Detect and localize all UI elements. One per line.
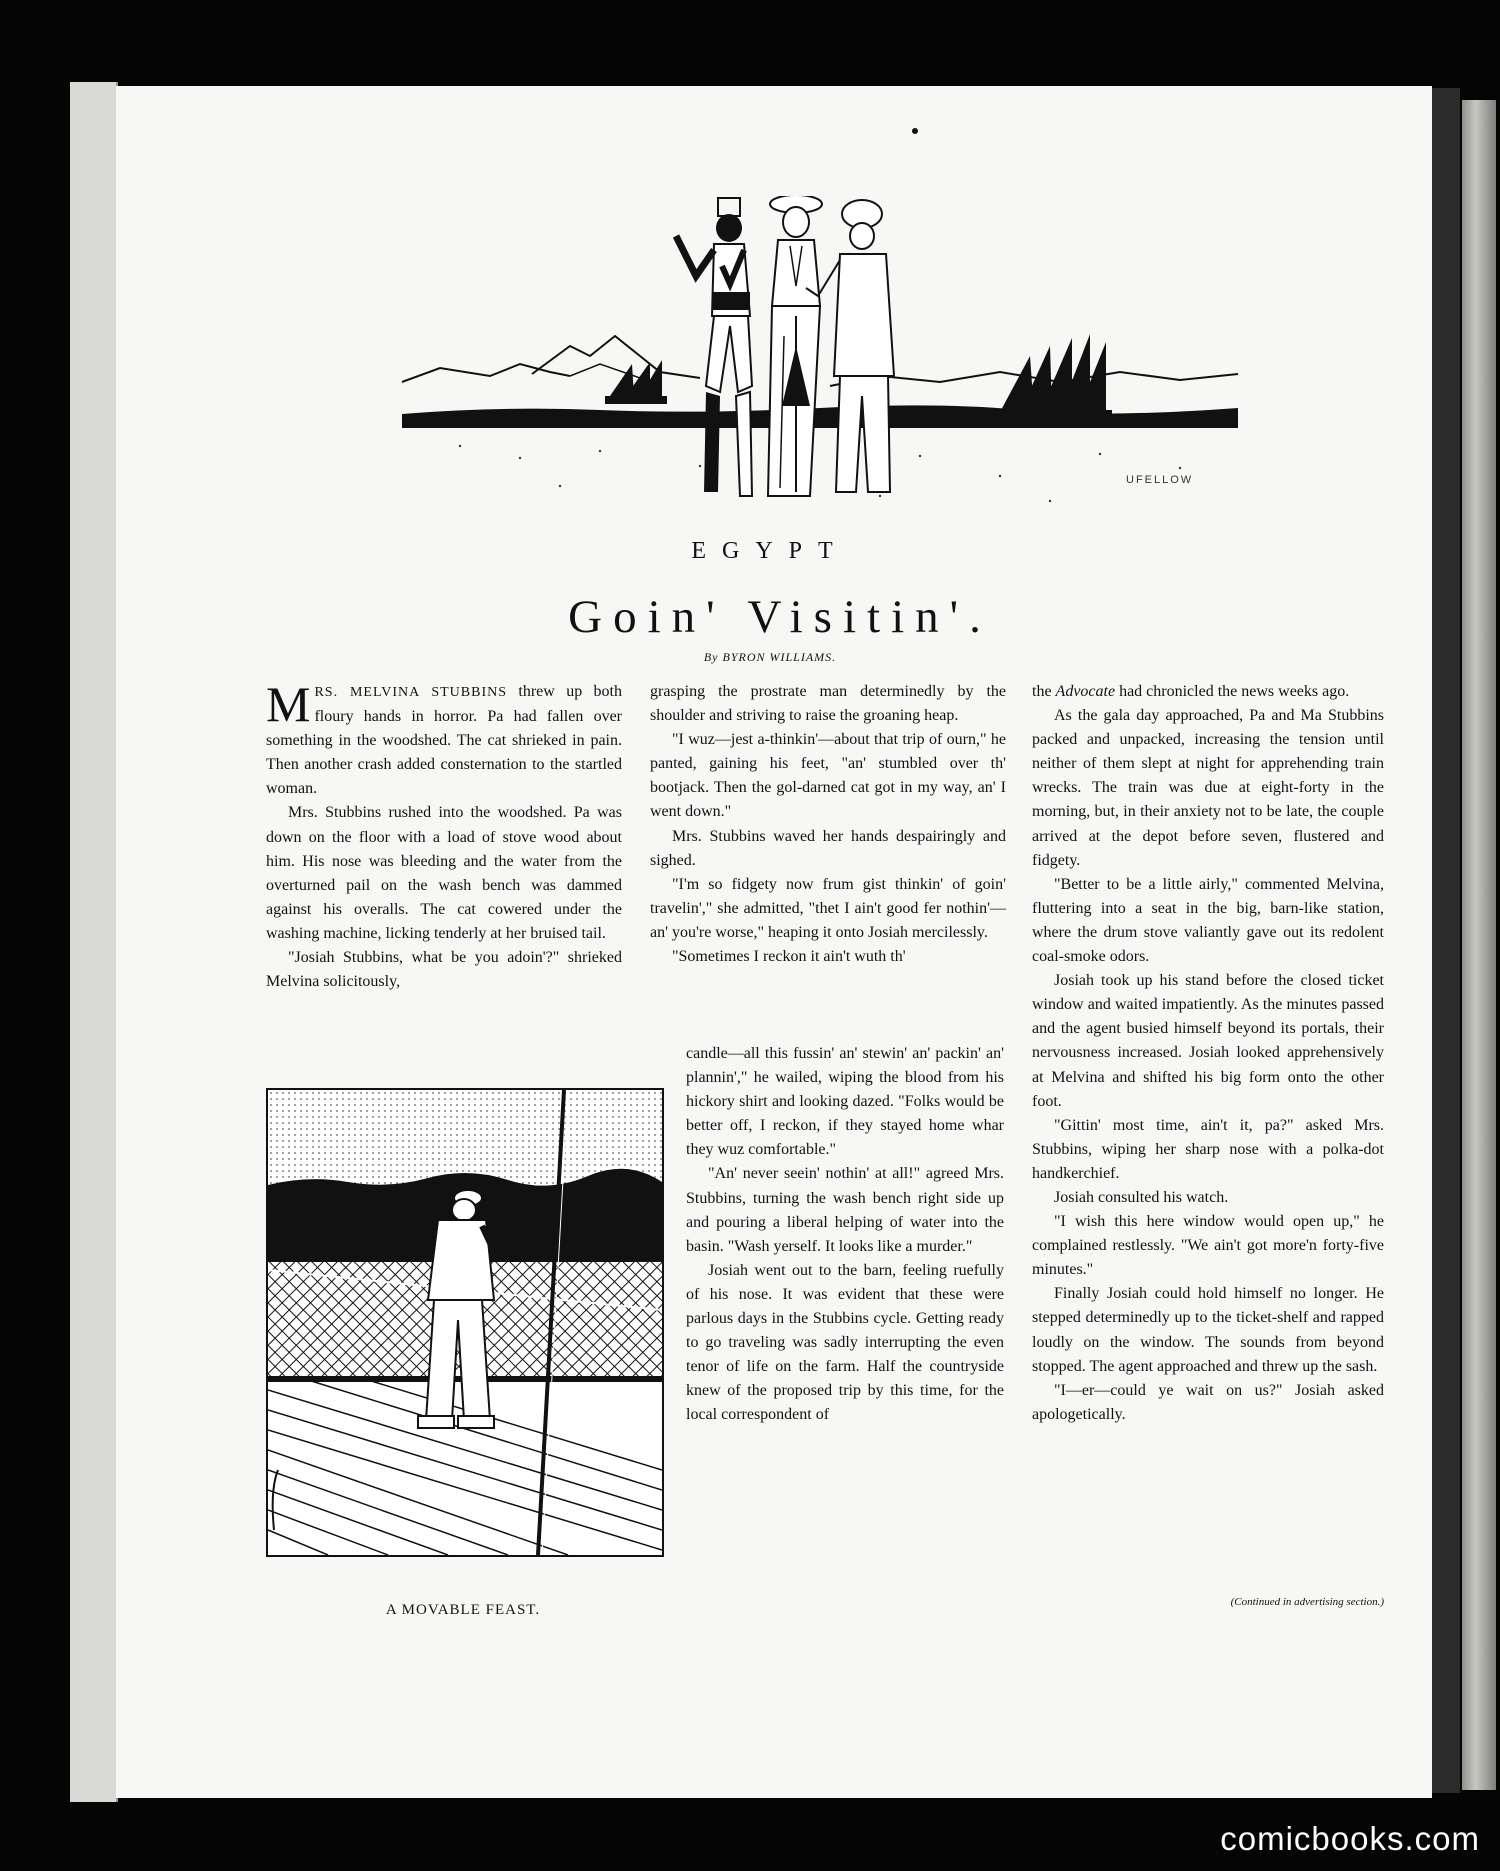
paragraph: "I'm so fidgety now frum gist thinkin' of goin' travelin'," she admitted, "thet I ain't good fer nothin'—an' you're worse," heaping it onto Josiah mercilessly.: [650, 875, 1006, 941]
paragraph: Josiah went out to the barn, feeling ruefully of his nose. It was evident that these were parlous days in the Stubbins cycle. Getting ready to go traveling was sadly interrupting the even tenor of life on the farm. Half the countryside knew of the proposed trip by this time, for the local correspondent of: [686, 1261, 1004, 1424]
paragraph: Finally Josiah could hold himself no longer. He stepped determinedly up to the ticket-shelf and rapped loudly on the window. The sounds from beyond stopped. The agent approached and threw up the sash.: [1032, 1285, 1384, 1375]
sailboat-right: [990, 334, 1112, 419]
site-watermark: comicbooks.com: [1220, 1820, 1480, 1857]
paragraph: "I wish this here window would open up," he complained restlessly. "We ain't got more'n forty-five minutes.": [1032, 1213, 1384, 1279]
column-2-continued: [686, 1042, 1004, 1428]
paragraph-text: had chronicled the news weeks ago.: [1115, 683, 1350, 700]
paragraph: [266, 676, 623, 801]
drop-cap: M: [266, 676, 311, 732]
continued-note: (Continued in advertising section.): [1230, 1596, 1384, 1608]
book-spine: [1462, 100, 1496, 1790]
section-label: EGYPT: [691, 538, 849, 564]
left-page-edge: [70, 82, 118, 1802]
opening-smallcaps: RS. MELVINA STUBBINS: [314, 685, 508, 700]
article-title: Goin' Visitin'.: [568, 591, 992, 643]
paragraph: "I wuz—jest a-thinkin'—about that trip of ourn," he panted, gaining his feet, "an' stumbled over th' bootjack. Then the gol-darned cat got in my way, an' I went down.": [650, 731, 1006, 821]
column-1: [266, 676, 623, 994]
column-3: [1032, 680, 1384, 1427]
paragraph: "Gittin' most time, ain't it, pa?" asked Mrs. Stubbins, wiping her sharp nose with a polka-dot handkerchief.: [1032, 1116, 1384, 1182]
paragraph: [1032, 680, 1384, 704]
paragraph: As the gala day approached, Pa and Ma Stubbins packed and unpacked, increasing the tension until neither of them slept at night for apprehending train wrecks. The train was due at eight-forty in the morning, but, in their anxiety not to be late, the couple arrived at the depot before seven, flustered and fidgety.: [1032, 707, 1384, 869]
paragraph: "Better to be a little airly," commented Melvina, fluttering into a seat in the big, barn-like station, where the drum stove valiantly gave out its redolent coal-smoke odors.: [1032, 875, 1384, 966]
paragraph: candle—all this fussin' an' stewin' an' packin' an' plannin'," he wailed, wiping the blood from his hickory shirt and looking dazed. "Folks would be better off, I reckon, if they stayed home whar they wuz comfortable.": [686, 1045, 1004, 1159]
paragraph: Mrs. Stubbins waved her hands despairingly and sighed.: [650, 827, 1006, 869]
figure-caption: A MOVABLE FEAST.: [385, 1602, 541, 1618]
figure-woman: [768, 196, 822, 496]
paragraph: grasping the prostrate man determinedly by the shoulder and striving to raise the groaning heap.: [650, 683, 1006, 725]
paragraph: "Sometimes I reckon it ain't wuth th': [672, 948, 906, 966]
paragraph: Josiah consulted his watch.: [1054, 1188, 1229, 1206]
paragraph: "Josiah Stubbins, what be you adoin'?" shrieked Melvina solicitously,: [266, 949, 622, 991]
figure-guide: [676, 198, 752, 496]
sailboat-left: [605, 360, 667, 404]
column-2: [650, 680, 1006, 969]
paragraph: "An' never seein' nothin' at all!" agreed Mrs. Stubbins, turning the wash bench right side up and pouring a liberal helping of water into the basin. "Wash yerself. It looks like a murder.": [686, 1165, 1004, 1255]
paragraph: Josiah took up his stand before the closed ticket window and waited impatiently. As the minutes passed and the agent busied himself beyond its portals, their nervousness increased. Josiah looked apprehensively at Melvina and shifted his big form onto the other foot.: [1032, 972, 1384, 1110]
movable-feast-illustration: [266, 1088, 664, 1557]
byline: By BYRON WILLIAMS.: [703, 650, 837, 664]
paragraph: Mrs. Stubbins rushed into the woodshed. Pa was down on the floor with a load of stove wood about him. His nose was bleeding and the water from the overturned pail on the wash bench was dammed against his overalls. The cat cowered under the washing machine, licking tenderly at her bruised tail.: [266, 804, 622, 942]
egypt-illustration: [400, 196, 1240, 526]
right-page-shadow: [1432, 88, 1460, 1793]
publication-name: Advocate: [1055, 683, 1116, 700]
paragraph: "I—er—could ye wait on us?" Josiah asked apologetically.: [1032, 1381, 1384, 1423]
paragraph-text: the: [1032, 683, 1056, 700]
figure-man: [806, 200, 894, 492]
illustrator-signature: UFELLOW: [1126, 474, 1194, 486]
page-mark: [912, 128, 918, 134]
paragraph-text: threw up both floury hands in horror. Pa had fallen over something in the woodshed. The cat shrieked in pain. Then another crash added consternation to the startled woman.: [266, 683, 623, 798]
